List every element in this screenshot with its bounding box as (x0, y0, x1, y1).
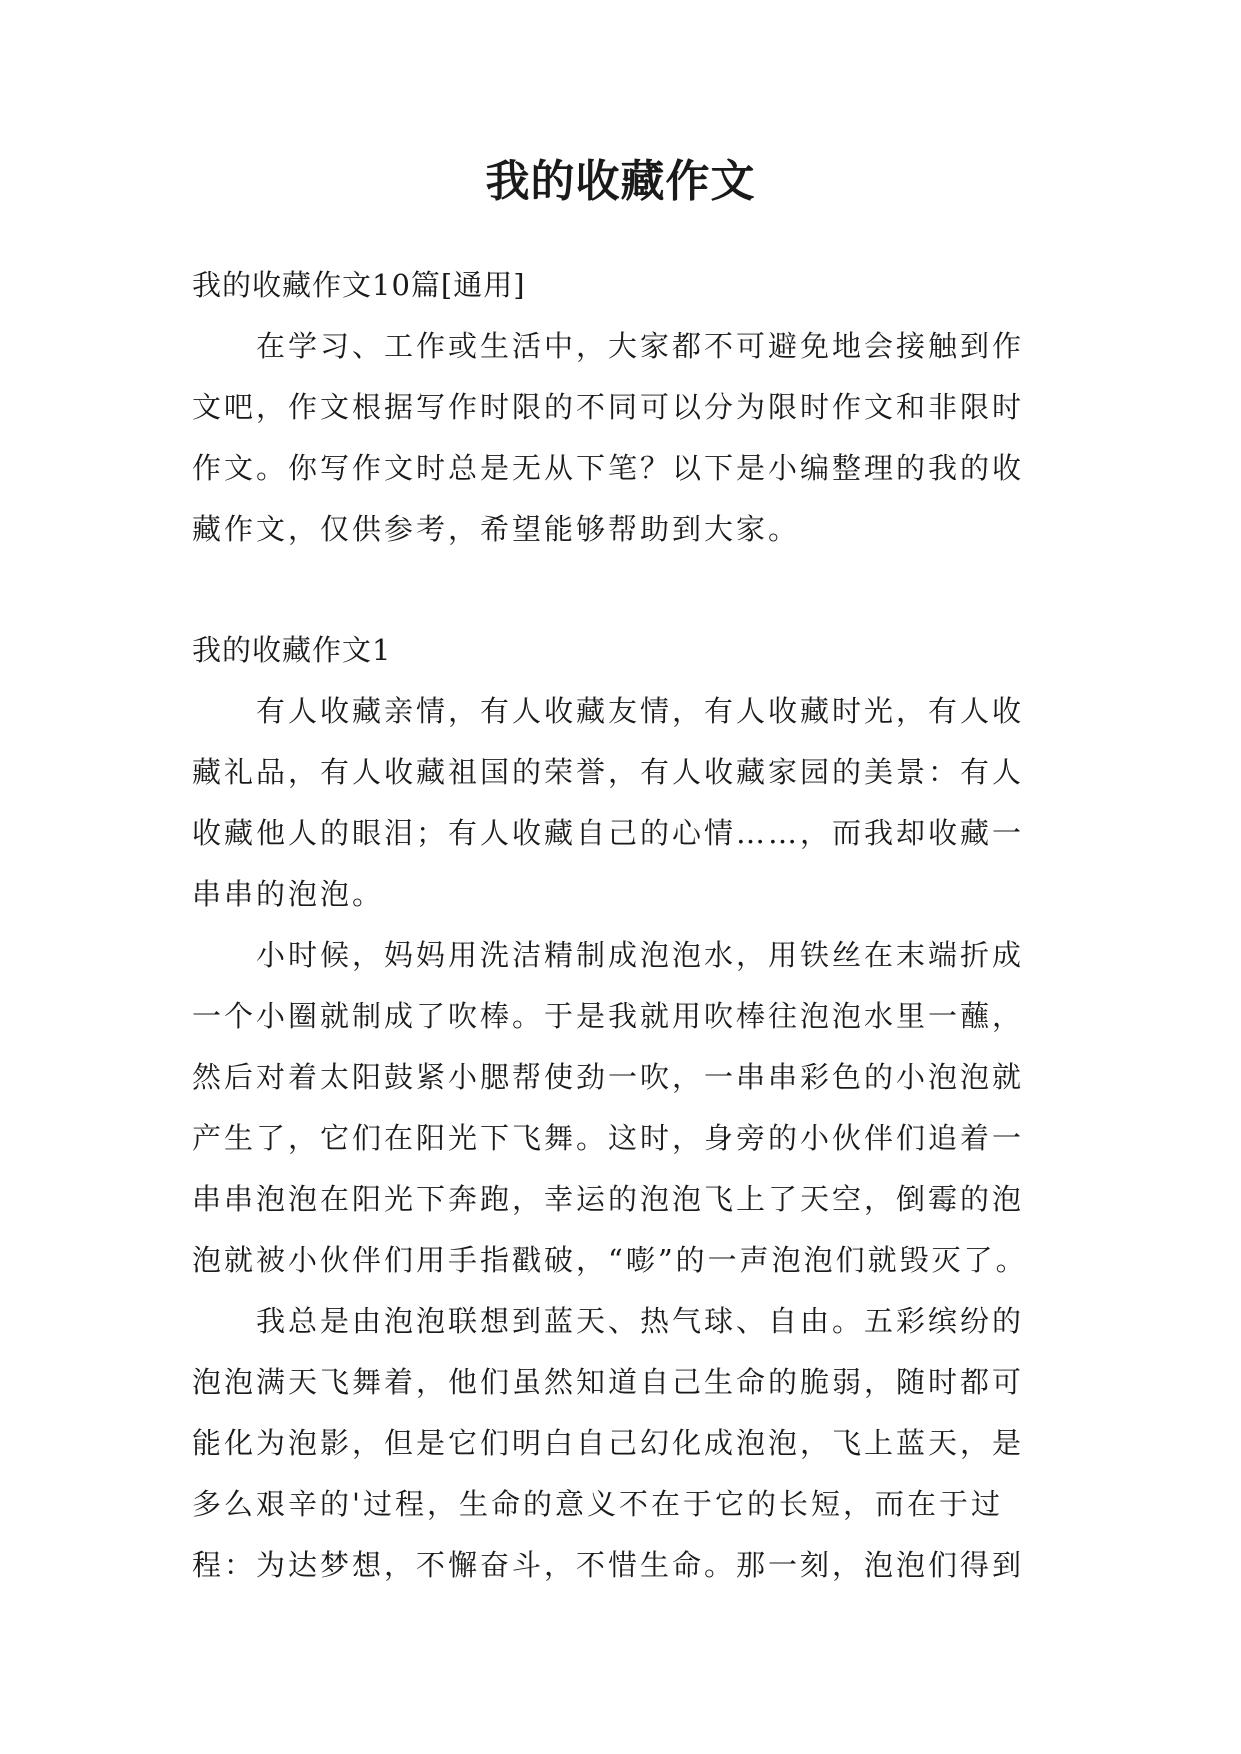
paragraph-line: 串串的泡泡。 (192, 877, 385, 911)
paragraph-line: 多么艰辛的'过程，生命的意义不在于它的长短，而在于过 (192, 1487, 1003, 1521)
paragraph-line: 串串泡泡在阳光下奔跑，幸运的泡泡飞上了天空，倒霉的泡 (192, 1182, 1025, 1216)
paragraph-line: 我总是由泡泡联想到蓝天、热气球、自由。五彩缤纷的 (256, 1304, 1025, 1338)
section-spacer (192, 560, 1062, 620)
document-body (192, 255, 1062, 1596)
paragraph (192, 681, 1062, 925)
paragraph-line: 一个小圈就制成了吹棒。于是我就用吹棒往泡泡水里一蘸， (192, 999, 1025, 1033)
document-subtitle: 我的收藏作文10篇[通用] (192, 268, 526, 302)
paragraph-line: 藏礼品，有人收藏祖国的荣誉，有人收藏家园的美景：有人 (192, 755, 1025, 789)
paragraph (192, 925, 1062, 1291)
paragraph-line: 收藏他人的眼泪；有人收藏自己的心情……，而我却收藏一 (192, 816, 1025, 850)
paragraph-line: 泡泡满天飞舞着，他们虽然知道自己生命的脆弱，随时都可 (192, 1365, 1025, 1399)
intro-paragraph (192, 316, 1062, 560)
paragraph-line: 产生了，它们在阳光下飞舞。这时，身旁的小伙伴们追着一 (192, 1121, 1025, 1155)
paragraph-line: 然后对着太阳鼓紧小腮帮使劲一吹，一串串彩色的小泡泡就 (192, 1060, 1025, 1094)
document-title: 我的收藏作文 (485, 156, 756, 207)
paragraph-line: 小时候，妈妈用洗洁精制成泡泡水，用铁丝在末端折成 (256, 938, 1025, 972)
paragraph-line: 藏作文，仅供参考，希望能够帮助到大家。 (192, 512, 801, 546)
paragraph-line: 泡就被小伙伴们用手指戳破，“嘭”的一声泡泡们就毁灭了。 (192, 1243, 1028, 1277)
paragraph (192, 1291, 1062, 1596)
section-heading: 我的收藏作文1 (192, 633, 392, 667)
paragraph-line: 作文。你写作文时总是无从下笔？以下是小编整理的我的收 (192, 451, 1025, 485)
paragraph-line: 文吧，作文根据写作时限的不同可以分为限时作文和非限时 (192, 390, 1025, 424)
paragraph-line: 程：为达梦想，不懈奋斗，不惜生命。那一刻，泡泡们得到 (192, 1548, 1025, 1582)
paragraph-line: 能化为泡影，但是它们明白自己幻化成泡泡，飞上蓝天，是 (192, 1426, 1025, 1460)
paragraph-line: 在学习、工作或生活中，大家都不可避免地会接触到作 (256, 329, 1025, 363)
paragraph-line: 有人收藏亲情，有人收藏友情，有人收藏时光，有人收 (256, 694, 1025, 728)
